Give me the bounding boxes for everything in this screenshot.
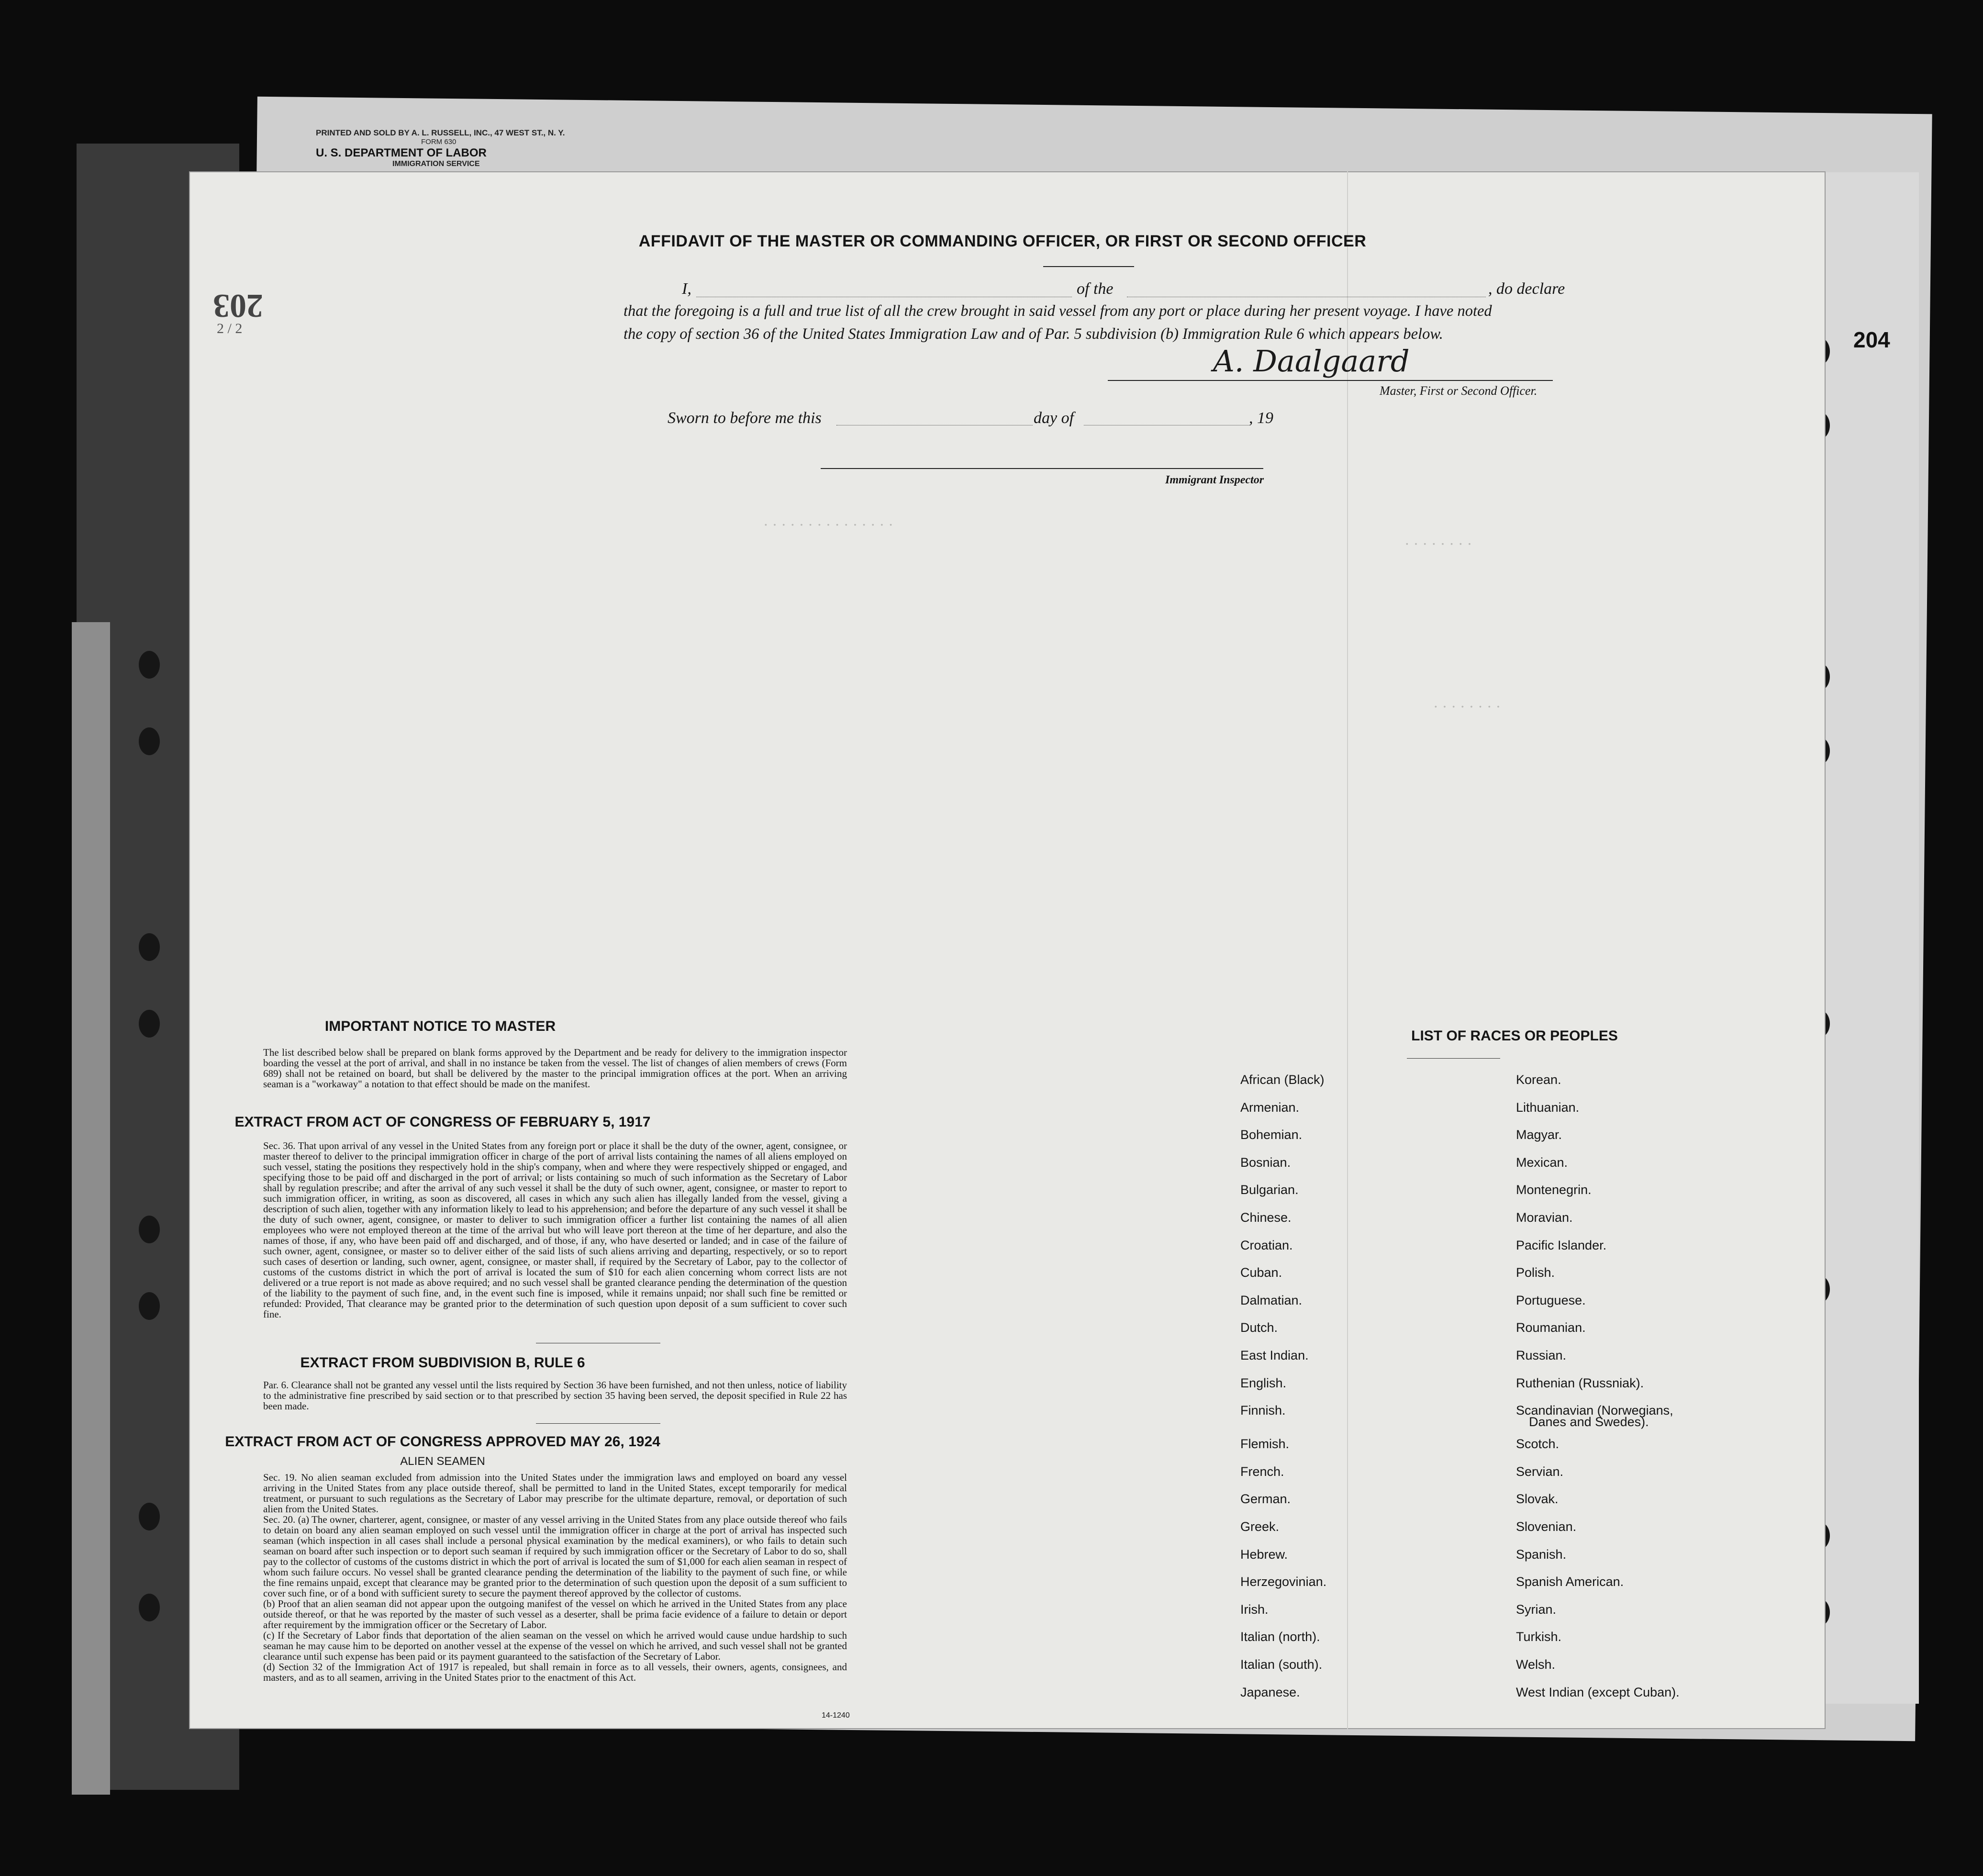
race-item: Spanish American. [1516, 1574, 1624, 1589]
race-item: Polish. [1516, 1265, 1555, 1280]
race-item: Dalmatian. [1240, 1293, 1303, 1307]
form-line: FORM 630 [421, 138, 457, 146]
race-item: Armenian. [1240, 1100, 1300, 1115]
race-item: Montenegrin. [1516, 1183, 1592, 1197]
extract-rule6-title: EXTRACT FROM SUBDIVISION B, RULE 6 [300, 1355, 585, 1371]
race-item: East Indian. [1240, 1348, 1309, 1362]
extract-rule6-text: Par. 6. Clearance shall not be granted any vessel until the lists required by Section 36 have been furnished, and not then unless, notice of liability to the administrative fine prescribed by said section or to that prescribed by section 35 having been served, the deposit specified in Rule 22 has been made. [263, 1379, 847, 1412]
race-item: Korean. [1516, 1072, 1561, 1087]
race-item: Slovak. [1516, 1492, 1559, 1507]
extract-1917-text: Sec. 36. That upon arrival of any vessel in the United States from any foreign port or place it shall be the duty of the owner, agent, consignee, or master thereof to deliver to the principal immigration officer in charge of the port of arrival lists containing the names of all aliens employed on such vessel, stating the positions they respectively hold in the ship's company, when and where they were respectively shipped or engaged, and specifying those to be paid off and discharged in the port of arrival; or lists containing so much of such information as the Secretary of Labor shall by regulation prescribe; and after the arrival of any such vessel it shall be the duty of such owner, agent, consignee, or master to report to such immigration officer, in writing, as soon as discovered, all cases in which any such alien has illegally landed from the vessel, giving a description of such alien, together with any information likely to lead to his apprehension; and before the departure of any such vessel it shall be the duty of such owner, agent, consignee, or master to deliver to such immigration officer a further list containing the names of all alien employees who were not employed thereon at the time of the arrival but who will leave port thereon at the time of her departure, and also the names of those, if any, who have been paid off and discharged, and of those, if any, who have deserted or landed; and in case of the failure of such owner, agent, consignee, or master so to deliver either of the said lists of such aliens arriving and departing, respectively, or so to report such cases of desertion or landing, such owner, agent, consignee, or master shall, if required by the Secretary of Labor, pay to the collector of customs of the customs district in which the port of arrival is located the sum of $10 for each alien concerning whom correct lists are not delivered or a true report is not made as above required; and no such vessel shall be granted clearance pending the determination of the question of the liability to the payment of such fine, and, in the event such fine is imposed, while it remains unpaid; nor shall such fine be remitted or refunded: Provided, That clearance may be granted prior to the determination of such question upon deposit of a sum sufficient to cover such fine. [263, 1140, 847, 1320]
race-item: Russian. [1516, 1348, 1567, 1362]
race-item: African (Black) [1240, 1072, 1325, 1087]
race-item: Danes and Swedes). [1529, 1415, 1649, 1429]
binder-hole [139, 1216, 160, 1243]
race-item: Moravian. [1516, 1210, 1573, 1225]
race-item: Slovenian. [1516, 1519, 1577, 1534]
stamp-page-right: 204 [1853, 327, 1890, 352]
extract-1924-p3: (b) Proof that an alien seaman did not appear upon the outgoing manifest of the vessel on which he arrived in the United States from any place outside thereof, or that he was reported by the master of such vessel as a deserter, shall be prima facie evidence of a failure to detain or deport after requirement by the immigration officer or the Secretary of Labor. [263, 1598, 847, 1630]
race-item: Greek. [1240, 1519, 1280, 1534]
sworn-year: , 19 [1249, 409, 1273, 427]
underlying-sheet-edge [1814, 172, 1919, 1704]
extract-1924-title: EXTRACT FROM ACT OF CONGRESS APPROVED MAY 26, 1924 [225, 1434, 660, 1450]
race-item: West Indian (except Cuban). [1516, 1685, 1680, 1699]
race-item: Lithuanian. [1516, 1100, 1580, 1115]
race-item: Finnish. [1240, 1403, 1286, 1418]
binder-hole [139, 651, 160, 679]
race-item: French. [1240, 1464, 1284, 1479]
race-item: Bosnian. [1240, 1155, 1291, 1170]
race-item: Japanese. [1240, 1685, 1300, 1699]
title-underline [1043, 266, 1134, 267]
race-item: Turkish. [1516, 1630, 1562, 1644]
extract-1924-p4: (c) If the Secretary of Labor finds that deportation of the alien seaman on the vessel on which he arrived would cause undue hardship to such seaman he may cause him to be deported on another vessel at the expense of the vessel on which he arrived, and such vessel shall not be granted clearance until such expense has been paid or its payment guaranteed to the satisfaction of the Secretary of Labor. [263, 1630, 847, 1662]
race-item: Syrian. [1516, 1602, 1557, 1617]
sworn-day: day of [1034, 409, 1074, 427]
race-item: Cuban. [1240, 1265, 1282, 1280]
bleed-through-text: · · · · · · · · · · · · · · · [763, 516, 893, 533]
fold-line [1347, 171, 1348, 1729]
extract-1924-p1: Sec. 19. No alien seaman excluded from admission into the United States under the immigration laws and employed on board any vessel arriving in the United States from any place outside thereof, shall be permitted to land in the United States, except temporarily for medical treatment, or pursuant to such regulations as the Secretary of Labor may prescribe for the ultimate departure, removal, or deportation of such alien from the United States. [263, 1472, 847, 1515]
service-line: IMMIGRATION SERVICE [392, 160, 480, 168]
declare-line-start: I, [682, 280, 691, 298]
race-item: English. [1240, 1375, 1287, 1390]
race-item: Herzegovinian. [1240, 1574, 1327, 1589]
race-item: Hebrew. [1240, 1547, 1288, 1562]
binder-hole [139, 727, 160, 755]
binder-hole [139, 1594, 160, 1621]
affidavit-title: AFFIDAVIT OF THE MASTER OR COMMANDING OFFICER, OR FIRST OR SECOND OFFICER [638, 232, 1367, 250]
extract-1924-body [263, 1472, 847, 1683]
race-item: German. [1240, 1492, 1291, 1507]
stamp-page-left: 203 [213, 287, 263, 324]
extract-1924-p2: Sec. 20. (a) The owner, charterer, agent, consignee, or master of any vessel arriving in the United States from any place outside thereof who fails to detain on board any alien seaman employed on such vessel until the immigration officer in charge at the port of arrival has inspected such seaman (which inspection in all cases shall include a personal physical examination by the medical examiners), or who fails to detain such seaman on board after such inspection or to deport such seaman if required by such immigration officer or the Secretary of Labor to do so, shall pay to the collector of customs of the customs district in which the port of arrival is located the sum of $1,000 for each alien seaman in respect of whom such failure occurs. No vessel shall be granted clearance pending the determination of the liability to the payment of such fine, or while the fine remains unpaid, except that clearance may be granted prior to the determination of such question upon the deposit of a sum sufficient to cover such fine, or of a bond with sufficient surety to secure the payment thereof approved by the collector of customs. [263, 1514, 847, 1599]
race-item: Bohemian. [1240, 1128, 1303, 1142]
binder-strip [72, 622, 110, 1795]
race-item: Italian (south). [1240, 1657, 1323, 1672]
race-item: Servian. [1516, 1464, 1564, 1479]
printer-line: PRINTED AND SOLD BY A. L. RUSSELL, INC., 47 WEST ST., N. Y. [316, 128, 565, 137]
race-item: Magyar. [1516, 1128, 1562, 1142]
signer-caption: Master, First or Second Officer. [1380, 384, 1537, 398]
race-item: Italian (north). [1240, 1630, 1320, 1644]
extract-1924-p5: (d) Section 32 of the Immigration Act of 1917 is repealed, but shall remain in force as to all vessels, their owners, agents, consignees, and masters, and as to all seamen, arriving in the United States prior to the enactment of this Act. [263, 1661, 847, 1683]
divider [536, 1423, 660, 1424]
extract-1917-title: EXTRACT FROM ACT OF CONGRESS OF FEBRUARY 5, 1917 [234, 1114, 651, 1130]
races-title: LIST OF RACES OR PEOPLES [1411, 1028, 1618, 1044]
stamp-page-left-sub: 2 / 2 [217, 321, 243, 336]
races-title-underline [1407, 1058, 1500, 1059]
race-item: Portuguese. [1516, 1293, 1586, 1307]
affidavit-sheet [189, 171, 1890, 1729]
bleed-through-text: · · · · · · · · [1433, 698, 1501, 715]
form-number: 14-1240 [822, 1711, 850, 1720]
binder-hole [139, 1292, 160, 1320]
notice-title: IMPORTANT NOTICE TO MASTER [324, 1018, 556, 1034]
race-item: Welsh. [1516, 1657, 1556, 1672]
race-item: Mexican. [1516, 1155, 1568, 1170]
binder-hole [139, 1503, 160, 1530]
race-item: Croatian. [1240, 1238, 1293, 1252]
department-line: U. S. DEPARTMENT OF LABOR [316, 146, 487, 159]
declare-line-end: , do declare [1488, 280, 1565, 298]
race-item: Dutch. [1240, 1320, 1278, 1335]
declare-line-middle: of the [1077, 280, 1114, 298]
binder-hole [139, 1010, 160, 1038]
binder-hole [139, 933, 160, 961]
race-item: Flemish. [1240, 1437, 1290, 1452]
inspector-caption: Immigrant Inspector [1165, 474, 1264, 486]
race-item: Pacific Islander. [1516, 1238, 1607, 1252]
race-item: Spanish. [1516, 1547, 1567, 1562]
extract-1924-subtitle: ALIEN SEAMEN [400, 1455, 485, 1468]
officer-signature: A. Daalgaard [1213, 344, 1410, 379]
signature-line [1108, 380, 1553, 381]
declare-line-3: the copy of section 36 of the United States Immigration Law and of Par. 5 subdivision (b) Immigration Rule 6 which appears below. [624, 325, 1443, 343]
inspector-line [821, 468, 1263, 469]
declare-line-2: that the foregoing is a full and true list of all the crew brought in said vessel from any port or place during her present voyage. I have noted [624, 302, 1492, 320]
race-item: Scandinavian (Norwegians, [1516, 1403, 1673, 1418]
sworn-start: Sworn to before me this [668, 409, 822, 427]
notice-text: The list described below shall be prepared on blank forms approved by the Department and be ready for delivery to the immigration inspector boarding the vessel at the port of arrival, and shall in no instance be taken from the vessel. The list of changes of alien members of crews (Form 689) shall not be retained on board, but shall be delivered by the master to the principal immigration offices at the port. When an arriving seaman is a "workaway" a notation to that effect should be made on the manifest. [263, 1047, 847, 1090]
race-item: Bulgarian. [1240, 1183, 1299, 1197]
race-item: Irish. [1240, 1602, 1269, 1617]
race-item: Ruthenian (Russniak). [1516, 1375, 1644, 1390]
race-item: Roumanian. [1516, 1320, 1586, 1335]
bleed-through-text: · · · · · · · · [1404, 535, 1472, 552]
race-item: Scotch. [1516, 1437, 1560, 1452]
race-item: Chinese. [1240, 1210, 1292, 1225]
